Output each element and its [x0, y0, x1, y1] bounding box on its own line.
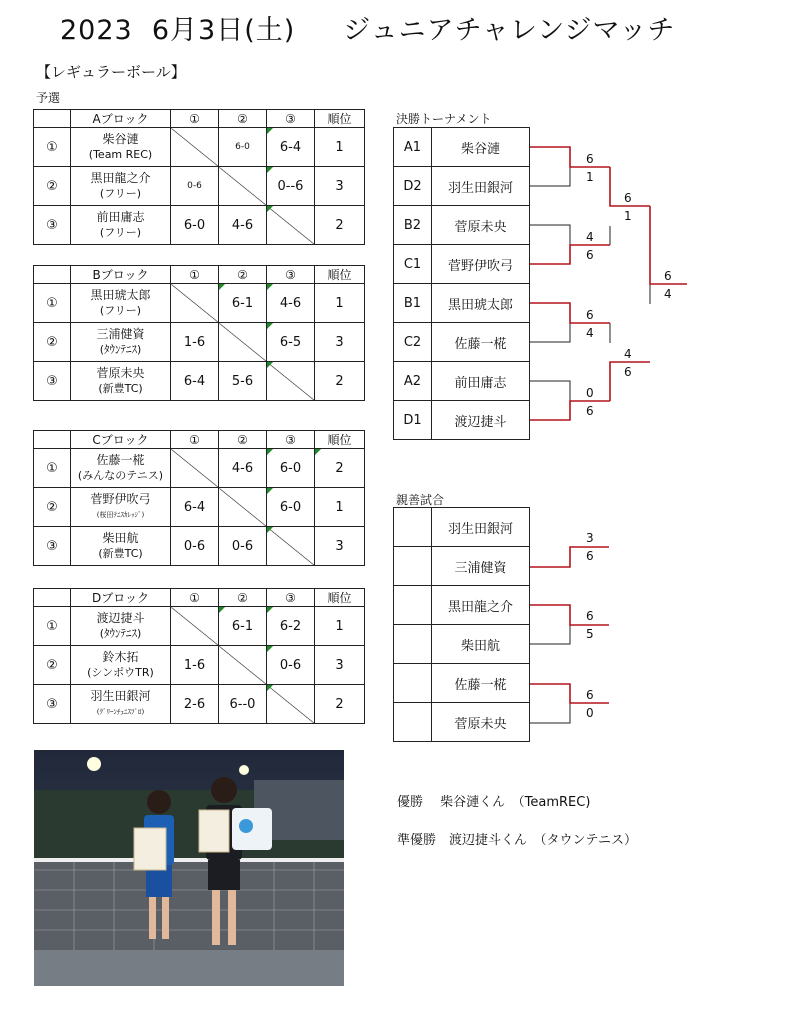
score-cell: 4-6: [219, 449, 267, 488]
player-club: (フリー): [99, 304, 142, 317]
player-name: 三浦健資: [96, 327, 145, 341]
rank-cell: 1: [315, 284, 365, 323]
col-header: ②: [219, 110, 267, 128]
seed-cell: C1: [394, 245, 432, 284]
row-number: ③: [34, 362, 71, 401]
score: 6: [586, 549, 594, 563]
col-header: ①: [171, 431, 219, 449]
score: 6: [664, 269, 672, 283]
score: 6: [586, 308, 594, 322]
winner-line: 優勝 柴谷漣くん （TeamREC): [397, 795, 591, 810]
col-header: ②: [219, 431, 267, 449]
rank-header: 順位: [315, 431, 365, 449]
score-cell: 0-6: [171, 527, 219, 566]
tournament-label: 決勝トーナメント: [396, 112, 492, 126]
player-name: 黒田龍之介: [90, 171, 151, 185]
col-header: ③: [267, 431, 315, 449]
score-cell: 4-6: [267, 284, 315, 323]
player-club: (フリー): [99, 187, 142, 200]
row-number: ①: [34, 607, 71, 646]
col-header: ①: [171, 110, 219, 128]
col-header: ②: [219, 266, 267, 284]
seed-cell: D2: [394, 167, 432, 206]
entry-name: 柴谷漣: [432, 128, 530, 167]
score: 4: [624, 347, 632, 361]
player-name: 黒田琥太郎: [90, 288, 151, 302]
rank-cell: 3: [315, 323, 365, 362]
player-club: (桜田ﾃﾆｽｶﾚｯｼﾞ): [96, 511, 145, 519]
col-header: ②: [219, 589, 267, 607]
block-name: Dブロック: [71, 589, 171, 607]
player-name: 菅野伊吹弓: [90, 492, 151, 506]
rank-header: 順位: [315, 110, 365, 128]
block-name: Aブロック: [71, 110, 171, 128]
prelim-label: 予選: [36, 91, 61, 105]
score: 1: [586, 170, 594, 184]
col-header: ③: [267, 110, 315, 128]
section-title: 【レギュラーボール】: [36, 63, 186, 81]
winners-photo: [34, 750, 344, 986]
rank-cell: 3: [315, 527, 365, 566]
player-name: 菅原未央: [96, 366, 145, 380]
entry-name: 柴田航: [432, 625, 530, 664]
score-cell: 0--6: [267, 167, 315, 206]
row-number: ②: [34, 167, 71, 206]
score-cell: 5-6: [219, 362, 267, 401]
entry-name: 菅野伊吹弓: [432, 245, 530, 284]
rank-cell: 1: [315, 607, 365, 646]
player-club: (新豊TC): [98, 382, 143, 395]
seed-cell: C2: [394, 323, 432, 362]
score: 6: [586, 248, 594, 262]
entry-name: 三浦健資: [432, 547, 530, 586]
seed-cell: B2: [394, 206, 432, 245]
seed-cell: A1: [394, 128, 432, 167]
player-name: 佐藤一椛: [96, 453, 145, 467]
player-name: 鈴木拓: [102, 650, 139, 664]
score: 6: [624, 365, 632, 379]
score: 6: [586, 688, 594, 702]
player-club: (フリー): [99, 226, 142, 239]
page-title: 2023 6月3日(土) ジュニアチャレンジマッチ: [60, 15, 676, 46]
score-cell: 1-6: [171, 646, 219, 685]
score: 4: [586, 230, 594, 244]
score-cell: 6-0: [219, 128, 267, 167]
row-number: ①: [34, 449, 71, 488]
score-cell: 2-6: [171, 685, 219, 724]
score: 0: [586, 386, 594, 400]
rank-cell: 3: [315, 167, 365, 206]
rank-header: 順位: [315, 589, 365, 607]
row-number: ①: [34, 284, 71, 323]
player-club: (新豊TC): [98, 547, 143, 560]
seed-cell: A2: [394, 362, 432, 401]
score-cell: 6-5: [267, 323, 315, 362]
score-cell: 0-6: [171, 167, 219, 206]
score: 6: [586, 609, 594, 623]
score-cell: 4-6: [219, 206, 267, 245]
col-header: ③: [267, 589, 315, 607]
player-name: 柴田航: [102, 531, 139, 545]
row-number: ③: [34, 527, 71, 566]
score-cell: 6-0: [267, 449, 315, 488]
score: 5: [586, 627, 594, 641]
friendly-label: 親善試合: [396, 493, 445, 507]
score-cell: 0-6: [219, 527, 267, 566]
rank-cell: 1: [315, 128, 365, 167]
player-name: 柴谷漣: [102, 132, 139, 146]
player-club: (Team REC): [88, 148, 153, 161]
col-header: ①: [171, 589, 219, 607]
entry-name: 渡辺捷斗: [432, 401, 530, 440]
rank-cell: 2: [315, 362, 365, 401]
rank-cell: 2: [315, 449, 365, 488]
score-cell: 6-4: [267, 128, 315, 167]
entry-name: 佐藤一椛: [432, 664, 530, 703]
entry-name: 前田庸志: [432, 362, 530, 401]
score: 6: [586, 152, 594, 166]
score-cell: 6-1: [219, 284, 267, 323]
col-header: ③: [267, 266, 315, 284]
score-cell: 6-1: [219, 607, 267, 646]
player-club: (ｸﾞﾘｰﾝﾁｪﾆｽﾌﾟﾛ): [96, 708, 145, 716]
player-club: (シンポウTR): [87, 666, 154, 679]
block-name: Bブロック: [71, 266, 171, 284]
score-cell: 1-6: [171, 323, 219, 362]
seed-cell: D1: [394, 401, 432, 440]
score-cell: 6-4: [171, 488, 219, 527]
entry-name: 黒田龍之介: [432, 586, 530, 625]
score-cell: 6-0: [267, 488, 315, 527]
entry-name: 黒田琥太郎: [432, 284, 530, 323]
score: 1: [624, 209, 632, 223]
row-number: ①: [34, 128, 71, 167]
player-name: 渡辺捷斗: [96, 611, 145, 625]
score: 3: [586, 531, 594, 545]
score: 0: [586, 706, 594, 720]
score-cell: 6-2: [267, 607, 315, 646]
row-number: ②: [34, 646, 71, 685]
score-cell: 0-6: [267, 646, 315, 685]
seed-cell: B1: [394, 284, 432, 323]
score-cell: 6-0: [171, 206, 219, 245]
col-header: ①: [171, 266, 219, 284]
rank-header: 順位: [315, 266, 365, 284]
entry-name: 佐藤一椛: [432, 323, 530, 362]
rank-cell: 3: [315, 646, 365, 685]
block-name: Cブロック: [71, 431, 171, 449]
row-number: ②: [34, 323, 71, 362]
row-number: ③: [34, 685, 71, 724]
player-name: 前田庸志: [96, 210, 145, 224]
entry-name: 菅原未央: [432, 703, 530, 742]
score: 6: [624, 191, 632, 205]
score: 6: [586, 404, 594, 418]
entry-name: 菅原未央: [432, 206, 530, 245]
score: 4: [586, 326, 594, 340]
player-club: (ﾀｳﾝﾃﾆｽ): [99, 627, 142, 640]
player-club: (みんなのテニス): [77, 469, 164, 482]
row-number: ②: [34, 488, 71, 527]
player-club: (ﾀｳﾝﾃﾆｽ): [99, 343, 142, 356]
score-cell: 6--0: [219, 685, 267, 724]
score: 4: [664, 287, 672, 301]
runner-up-line: 準優勝 渡辺捷斗くん （タウンテニス）: [397, 833, 637, 848]
rank-cell: 2: [315, 206, 365, 245]
score-cell: 6-4: [171, 362, 219, 401]
rank-cell: 2: [315, 685, 365, 724]
entry-name: 羽生田銀河: [432, 508, 530, 547]
rank-cell: 1: [315, 488, 365, 527]
entry-name: 羽生田銀河: [432, 167, 530, 206]
row-number: ③: [34, 206, 71, 245]
player-name: 羽生田銀河: [90, 689, 151, 703]
